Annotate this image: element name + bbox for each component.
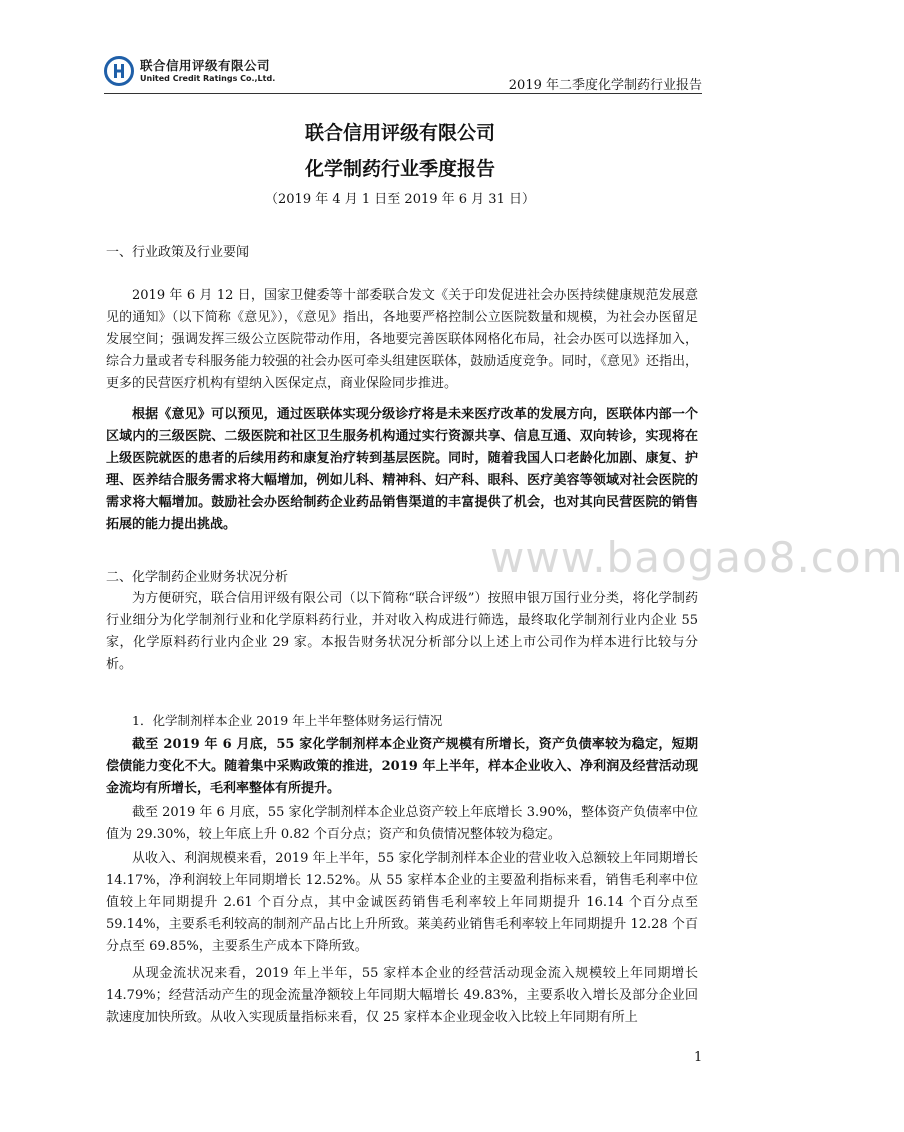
section2-paragraph-3: 截至 2019 年 6 月底，55 家化学制剂样本企业总资产较上年底增长 3.90%，整体资产负债率中位值为 29.30%，较上年底上升 0.82 个百分点；资产和负债情况整体较为稳定。 [106,805,698,842]
section2-paragraph-4: 从收入、利润规模来看，2019 年上半年，55 家化学制剂样本企业的营业收入总额较上年同期增长 14.17%，净利润较上年同期增长 12.52%。从 55 家样本企业的主要盈利指标来看，销售毛利率中位值较上年同期提升 2.61 个百分点，其中金诚医药销售毛利率较上年同期提升 16.14 个百分点至 59.14%，主要系毛利较高的制剂产品占比上升所致。莱美药业销售毛利率较上年同期提升 12.28 个百分点至 69.85%，主要系生产成本下降所致。 [106,851,698,954]
section2-paragraph-2: 截至 2019 年 6 月底，55 家化学制剂样本企业资产规模有所增长，资产负债率较为稳定，短期偿债能力变化不大。随着集中采购政策的推进，2019 年上半年，样本企业收入、净利润及经营活动现金流均有所增长，毛利率整体有所提升。 [106,737,698,796]
logo-company-name-cn: 联合信用评级有限公司 [140,58,271,73]
section1-paragraph-2: 根据《意见》可以预见，通过医联体实现分级诊疗将是未来医疗改革的发展方向，医联体内部一个区域内的三级医院、二级医院和社区卫生服务机构通过实行资源共享、信息互通、双向转诊，实现将在上级医院就医的患者的后续用药和康复治疗转到基层医院。同时，随着我国人口老龄化加剧、康复、护理、医养结合服务需求将大幅增加，例如儿科、精神科、妇产科、眼科、医疗美容等领域对社会医院的需求将大幅增加。鼓励社会办医给制药企业药品销售渠道的丰富提供了机会，也对其向民营医院的销售拓展的能力提出挑战。 [106,407,698,532]
section2-heading: 二、化学制药企业财务状况分析 [106,570,289,585]
watermark: www.baogao8.com [490,533,904,582]
section1-heading: 一、行业政策及行业要闻 [106,245,250,260]
document-title-report: 化学制药行业季度报告 [304,158,495,180]
document-title-company: 联合信用评级有限公司 [304,122,495,144]
document-period: （2019 年 4 月 1 日至 2019 年 6 月 31 日） [265,192,535,207]
subsection-1-heading: 1．化学制剂样本企业 2019 年上半年整体财务运行情况 [132,713,443,728]
header-divider [104,93,702,94]
united-credit-ratings-logo-icon [104,56,134,86]
section2-paragraph-1: 为方便研究，联合信用评级有限公司（以下简称“联合评级”）按照申银万国行业分类，将化学制药行业细分为化学制剂行业和化学原料药行业，并对收入构成进行筛选，最终取化学制剂行业内企业 55 家，化学原料药行业内企业 29 家。本报告财务状况分析部分以上述上市公司作为样本进行比较与分析。 [106,591,698,672]
section1-paragraph-1: 2019 年 6 月 12 日，国家卫健委等十部委联合发文《关于印发促进社会办医持续健康规范发展意见的通知》（以下简称《意见》），《意见》指出，各地要严格控制公立医院数量和规模，为社会办医留足发展空间；强调发挥三级公立医院带动作用，各地要完善医联体网格化布局，社会办医可以选择加入，综合力量或者专科服务能力较强的社会办医可牵头组建医联体，鼓励适度竞争。同时，《意见》还指出，更多的民营医疗机构有望纳入医保定点，商业保险同步推进。 [106,288,698,391]
section2-paragraph-5: 从现金流状况来看，2019 年上半年，55 家样本企业的经营活动现金流入规模较上年同期增长 14.79%；经营活动产生的现金流量净额较上年同期大幅增长 49.83%，主要系收入增长及部分企业回款速度加快所致。从收入实现质量指标来看，仅 25 家样本企业现金收入比较上年同期有所上 [106,966,698,1025]
header-report-title: 2019 年二季度化学制药行业报告 [508,78,702,93]
page-number: 1 [694,1050,703,1065]
page-header [104,52,702,94]
logo-company-name-en: United Credit Ratings Co.,Ltd. [140,74,276,83]
